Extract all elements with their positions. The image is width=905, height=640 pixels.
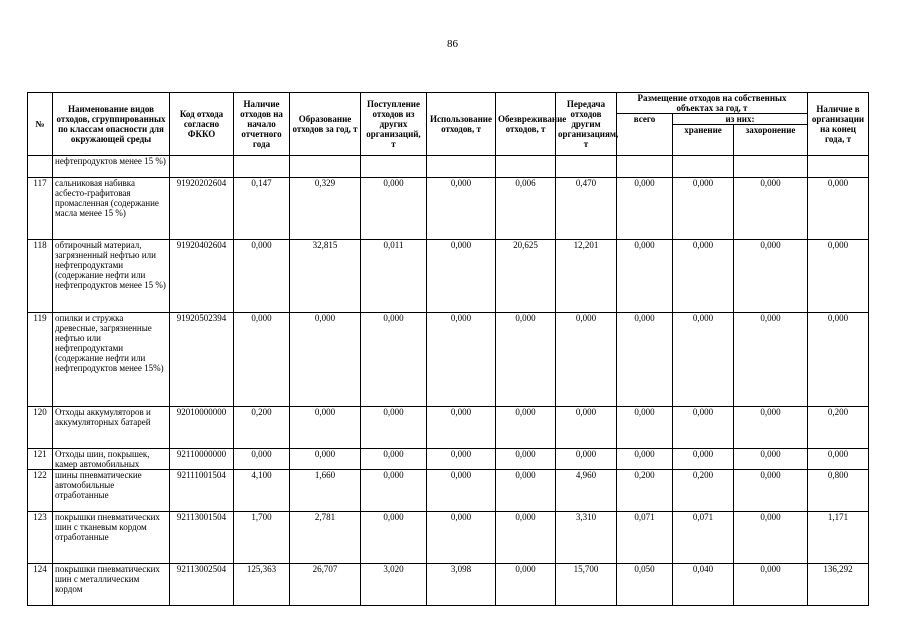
row-name: нефтепродуктов менее 15 %) [53, 156, 170, 178]
row-code: 92113002504 [170, 564, 234, 606]
row-start: 0,000 [234, 240, 290, 313]
row-formed: 1,660 [290, 470, 361, 512]
row-received: 0,000 [361, 470, 427, 512]
row-received: 3,020 [361, 564, 427, 606]
row-code: 92113001504 [170, 512, 234, 564]
table-row [28, 564, 869, 606]
row-formed: 26,707 [290, 564, 361, 606]
row-received: 0,000 [361, 512, 427, 564]
row-start: 125,363 [234, 564, 290, 606]
row-transferred: 15,700 [556, 564, 617, 606]
row-received: 0,000 [361, 407, 427, 449]
header-of-them: из них: [673, 114, 808, 125]
row-no: 124 [28, 564, 53, 606]
row-neutralized: 0,000 [496, 407, 556, 449]
row-received: 0,000 [361, 313, 427, 407]
row-no: 117 [28, 178, 53, 240]
row-total: 0,050 [617, 564, 673, 606]
header-placement-group: Размещение отходов на собственных объектах за год, т [617, 93, 808, 114]
row-neutralized: 0,000 [496, 512, 556, 564]
row-used: 0,000 [427, 449, 496, 470]
table-row [28, 156, 869, 178]
header-no: № [28, 93, 53, 156]
header-transferred: Передача отходов другим организациям, т [556, 93, 617, 156]
row-received: 0,011 [361, 240, 427, 313]
row-transferred: 3,310 [556, 512, 617, 564]
row-name: обтирочный материал, загрязненный нефтью или нефтепродуктами (содержание нефти или нефтепродуктов менее 15 %) [53, 240, 170, 313]
row-end: 0,000 [808, 240, 869, 313]
row-storage: 0,000 [673, 407, 734, 449]
row-total: 0,000 [617, 178, 673, 240]
header-formed: Образование отходов за год, т [290, 93, 361, 156]
row-start: 1,700 [234, 512, 290, 564]
row-storage: 0,000 [673, 178, 734, 240]
row-transferred: 0,000 [556, 407, 617, 449]
header-neutralized: Обезвреживание отходов, т [496, 93, 556, 156]
row-name: опилки и стружка древесные, загрязненные нефтью или нефтепродуктами (содержание нефти или нефтепродуктов менее 15%) [53, 313, 170, 407]
row-neutralized: 0,000 [496, 313, 556, 407]
row-no: 118 [28, 240, 53, 313]
row-name: покрышки пневматических шин с металлическим кордом [53, 564, 170, 606]
row-transferred: 0,000 [556, 313, 617, 407]
row-neutralized: 20,625 [496, 240, 556, 313]
header-placement-total: всего [617, 114, 673, 156]
row-transferred: 12,201 [556, 240, 617, 313]
header-storage: хранение [673, 125, 734, 156]
row-burial: 0,000 [734, 313, 808, 407]
row-burial: 0,000 [734, 564, 808, 606]
row-formed: 0,000 [290, 313, 361, 407]
page-number: 86 [447, 38, 458, 50]
row-used: 0,000 [427, 512, 496, 564]
row-storage: 0,040 [673, 564, 734, 606]
row-formed: 0,000 [290, 449, 361, 470]
row-total: 0,200 [617, 470, 673, 512]
table-row [28, 449, 869, 470]
row-total: 0,000 [617, 449, 673, 470]
row-used: 0,000 [427, 240, 496, 313]
row-start: 0,000 [234, 449, 290, 470]
row-formed: 0,329 [290, 178, 361, 240]
row-neutralized: 0,006 [496, 178, 556, 240]
row-storage: 0,000 [673, 313, 734, 407]
row-no: 119 [28, 313, 53, 407]
row-total: 0,000 [617, 313, 673, 407]
row-no: 120 [28, 407, 53, 449]
row-formed: 2,781 [290, 512, 361, 564]
row-end: 0,000 [808, 178, 869, 240]
row-end: 136,292 [808, 564, 869, 606]
row-total: 0,000 [617, 407, 673, 449]
row-start: 4,100 [234, 470, 290, 512]
row-used: 0,000 [427, 313, 496, 407]
row-code: 92111001504 [170, 470, 234, 512]
row-used: 0,000 [427, 470, 496, 512]
row-formed: 32,815 [290, 240, 361, 313]
row-end: 1,171 [808, 512, 869, 564]
row-storage: 0,200 [673, 470, 734, 512]
header-end: Наличие в организации на конец года, т [808, 93, 869, 156]
row-end: 0,800 [808, 470, 869, 512]
row-burial: 0,000 [734, 470, 808, 512]
row-code: 91920402604 [170, 240, 234, 313]
row-storage: 0,000 [673, 240, 734, 313]
row-name: шины пневматические автомобильные отработанные [53, 470, 170, 512]
row-end: 0,200 [808, 407, 869, 449]
row-no: 121 [28, 449, 53, 470]
table-row [28, 178, 869, 240]
header-received: Поступление отходов из других организаций, т [361, 93, 427, 156]
row-no: 122 [28, 470, 53, 512]
header-burial: захоронение [734, 125, 808, 156]
table-row [28, 240, 869, 313]
row-burial: 0,000 [734, 449, 808, 470]
row-burial: 0,000 [734, 178, 808, 240]
row-formed: 0,000 [290, 407, 361, 449]
row-start: 0,000 [234, 313, 290, 407]
row-received: 0,000 [361, 449, 427, 470]
row-name: Отходы аккумуляторов и аккумуляторных батарей [53, 407, 170, 449]
waste-table [27, 92, 869, 606]
table-row [28, 407, 869, 449]
row-used: 0,000 [427, 407, 496, 449]
row-code: 91920202604 [170, 178, 234, 240]
row-neutralized: 0,000 [496, 470, 556, 512]
row-name: Отходы шин, покрышек, камер автомобильных [53, 449, 170, 470]
row-neutralized: 0,000 [496, 564, 556, 606]
row-storage: 0,000 [673, 449, 734, 470]
table-row [28, 470, 869, 512]
row-received: 0,000 [361, 178, 427, 240]
row-used: 0,000 [427, 178, 496, 240]
header-code: Код отхода согласно ФККО [170, 93, 234, 156]
row-code: 92110000000 [170, 449, 234, 470]
row-total: 0,000 [617, 240, 673, 313]
row-used: 3,098 [427, 564, 496, 606]
row-total: 0,071 [617, 512, 673, 564]
row-storage: 0,071 [673, 512, 734, 564]
row-burial: 0,000 [734, 240, 808, 313]
row-code: 91920502394 [170, 313, 234, 407]
header-used: Использование отходов, т [427, 93, 496, 156]
row-burial: 0,000 [734, 512, 808, 564]
row-transferred: 0,000 [556, 449, 617, 470]
row-start: 0,147 [234, 178, 290, 240]
row-start: 0,200 [234, 407, 290, 449]
row-neutralized: 0,000 [496, 449, 556, 470]
row-transferred: 4,960 [556, 470, 617, 512]
table-row [28, 512, 869, 564]
row-transferred: 0,470 [556, 178, 617, 240]
row-burial: 0,000 [734, 407, 808, 449]
header-start: Наличие отходов на начало отчетного года [234, 93, 290, 156]
row-name: покрышки пневматических шин с тканевым кордом отработанные [53, 512, 170, 564]
row-name: сальниковая набивка асбесто-графитовая промасленная (содержание масла менее 15 %) [53, 178, 170, 240]
row-code: 92010000000 [170, 407, 234, 449]
table-row [28, 313, 869, 407]
row-end: 0,000 [808, 313, 869, 407]
header-name: Наименование видов отходов, сгруппированных по классам опасности для окружающей среды [53, 93, 170, 156]
row-end: 0,000 [808, 449, 869, 470]
row-no: 123 [28, 512, 53, 564]
